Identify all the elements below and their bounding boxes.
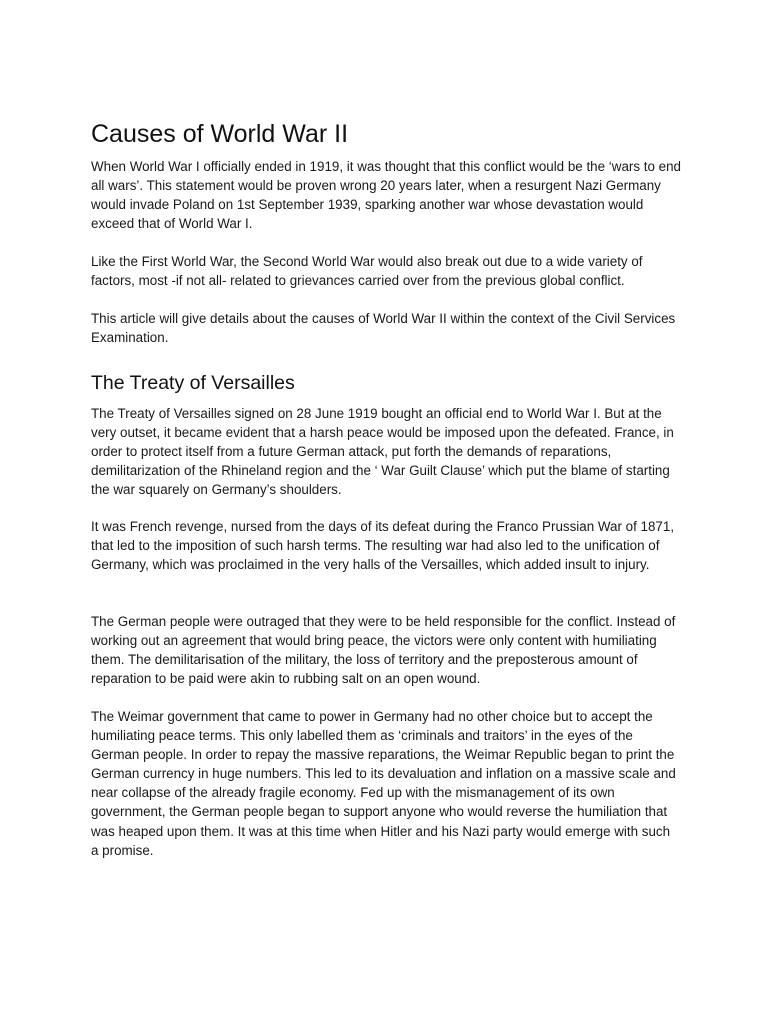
intro-paragraph-1: When World War I officially ended in 1919, it was thought that this conflict would be the ‘wars to end all wars’. This statement would be proven wrong 20 years later, when a resurgent Nazi Germany would invade Poland on 1st September 1939, sparking another war whose devastation would exceed that of World War I. <box>91 159 681 232</box>
section-paragraph-4: The Weimar government that came to power in Germany had no other choice but to accept the humiliating peace terms. This only labelled them as ‘criminals and traitors’ in the eyes of the German people. In order to repay the massive reparations, the Weimar Republic began to print the German currency in huge numbers. This led to its devaluation and inflation on a massive scale and near collapse of the already fragile economy. Fed up with the mismanagement of its own government, the German people began to support anyone who would reverse the humiliation that was heaped upon them. It was at this time when Hitler and his Nazi party would emerge with such a promise. <box>91 709 676 858</box>
document-title: Causes of World War II <box>91 120 349 148</box>
section-paragraph-3: The German people were outraged that they were to be held responsible for the conflict. Instead of working out an agreement that would bring peace, the victors were only content with humiliating them. The demilitarisation of the military, the loss of territory and the preposterous amount of reparation to be paid were akin to rubbing salt on an open wound. <box>91 614 676 687</box>
section-heading: The Treaty of Versailles <box>91 372 295 394</box>
section-paragraph-1: The Treaty of Versailles signed on 28 June 1919 bought an official end to World War I. But at the very outset, it became evident that a harsh peace would be imposed upon the defeated. France, in order to protect itself from a future German attack, put forth the demands of reparations, demilitarization of the Rhineland region and the ‘ War Guilt Clause’ which put the blame of starting the war squarely on Germany’s shoulders. <box>91 406 674 498</box>
intro-paragraph-3: This article will give details about the causes of World War II within the context of the Civil Services Examination. <box>91 311 676 346</box>
intro-paragraph-2: Like the First World War, the Second World War would also break out due to a wide variety of factors, most -if not all- related to grievances carried over from the previous global conflict. <box>91 254 643 289</box>
section-paragraph-2: It was French revenge, nursed from the days of its defeat during the Franco Prussian War of 1871, that led to the imposition of such harsh terms. The resulting war had also led to the unification of Germany, which was proclaimed in the very halls of the Versailles, which added insult to injury. <box>91 519 675 573</box>
